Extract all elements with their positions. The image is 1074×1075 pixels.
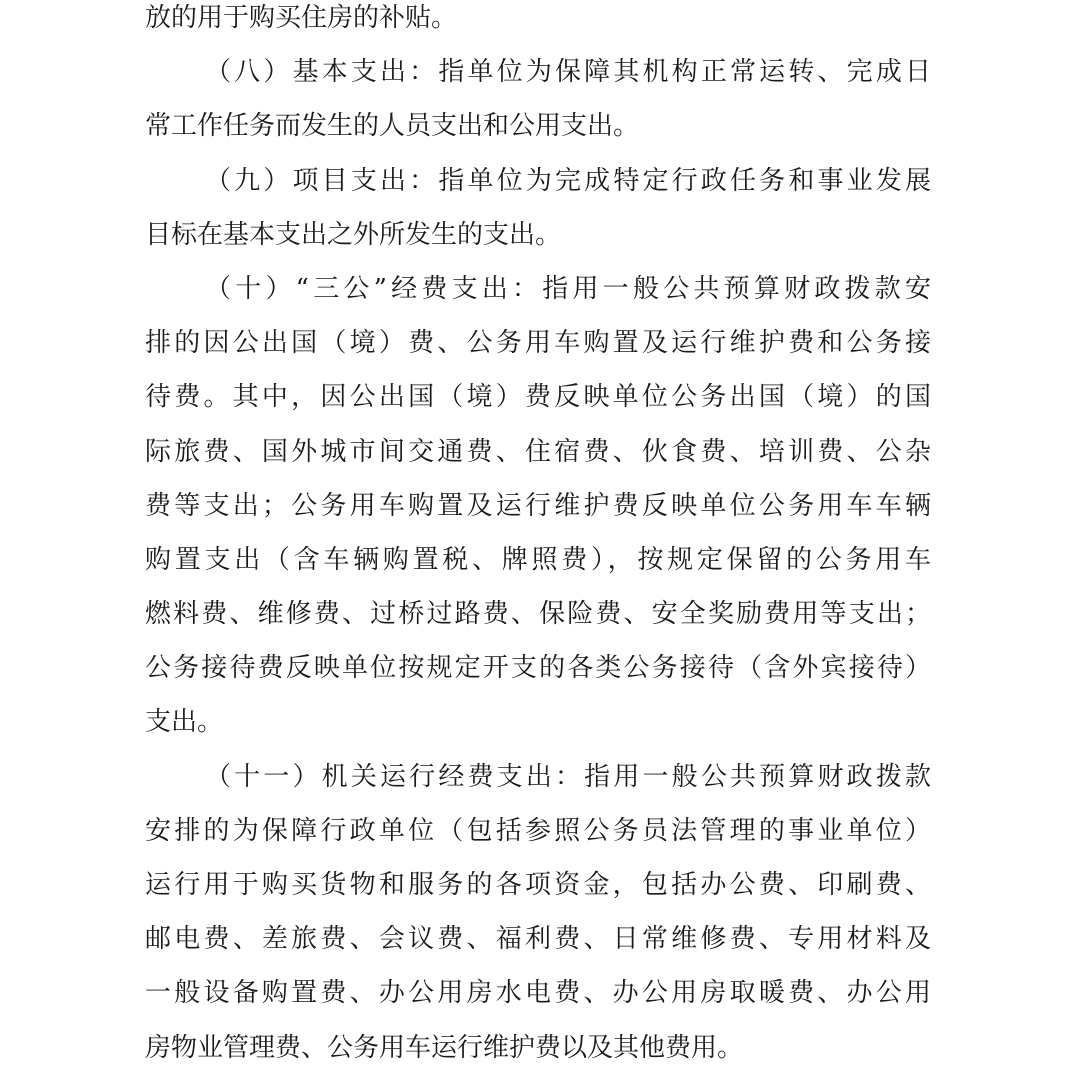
text-line: 费等支出；公务用车购置及运行维护费反映单位公务用车车辆: [145, 490, 931, 521]
text-line: 公务接待费反映单位按规定开支的各类公务接待（含外宾接待）: [145, 653, 931, 684]
text-line: 燃料费、维修费、过桥过路费、保险费、安全奖励费用等支出；: [145, 599, 931, 630]
document-page: [145, 0, 931, 1075]
text-line: 运行用于购买货物和服务的各项资金，包括办公费、印刷费、: [145, 870, 931, 900]
text-line: 房物业管理费、公务用车运行维护费以及其他费用。: [145, 1032, 744, 1063]
text-line: 一般设备购置费、办公用房水电费、办公用房取暖费、办公用: [145, 978, 931, 1009]
text-line: 邮电费、差旅费、会议费、福利费、日常维修费、专用材料及: [145, 924, 931, 955]
text-line: 排的因公出国（境）费、公务用车购置及运行维护费和公务接: [145, 328, 931, 359]
text-line: 常工作任务而发生的人员支出和公用支出。: [145, 111, 640, 142]
text-line: 待费。其中，因公出国（境）费反映单位公务出国（境）的国: [145, 382, 931, 413]
text-line: 购置支出（含车辆购置税、牌照费），按规定保留的公务用车: [145, 544, 931, 575]
text-line: （八）基本支出：指单位为保障其机构正常运转、完成日: [205, 57, 931, 88]
text-line: 支出。: [145, 707, 224, 738]
text-line: 放的用于购买住房的补贴。: [145, 3, 458, 33]
text-line: 目标在基本支出之外所发生的支出。: [145, 219, 562, 250]
text-line: （九）项目支出：指单位为完成特定行政任务和事业发展: [205, 165, 931, 196]
text-line: 安排的为保障行政单位（包括参照公务员法管理的事业单位）: [145, 815, 931, 846]
text-line: （十一）机关运行经费支出：指用一般公共预算财政拨款: [205, 761, 931, 792]
text-line: （十）“三公”经费支出：指用一般公共预算财政拨款安: [205, 273, 931, 304]
text-line: 际旅费、国外城市间交通费、住宿费、伙食费、培训费、公杂: [145, 436, 931, 467]
